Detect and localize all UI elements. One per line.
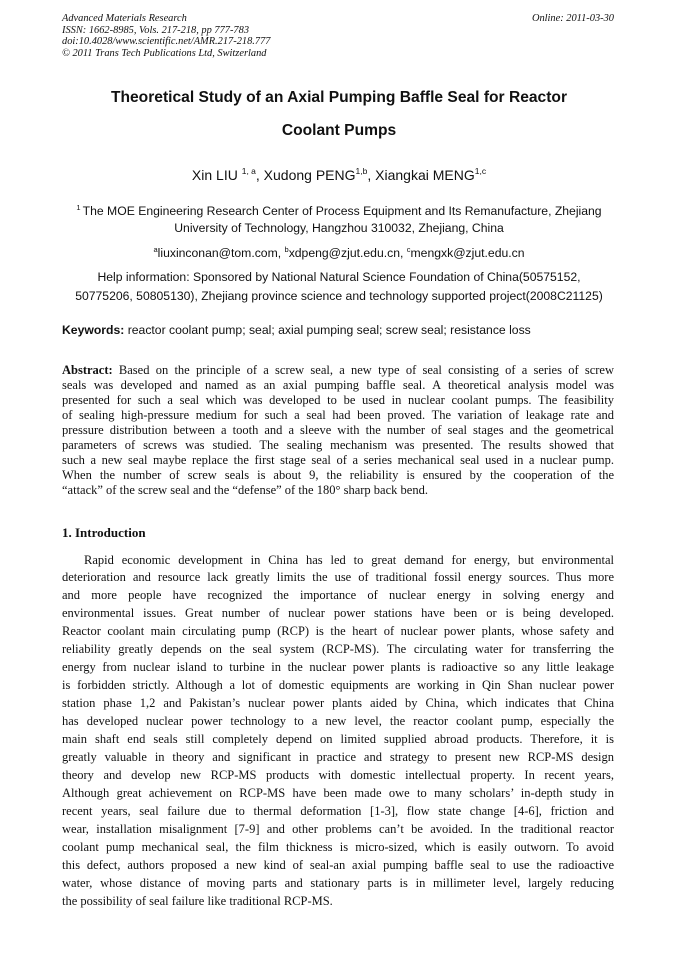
intro-line: water, whose distance of moving parts and stationary parts is in millimeter level, largely reducing [62, 876, 614, 890]
intro-line: greatly valuable in theory and significant in practice and strategy to present new RCP-MS design [62, 750, 614, 764]
online-date: Online: 2011-03-30 [531, 13, 614, 24]
intro-line: energy from nuclear island to turbine in the nuclear power plants is radioactive so any little leakage [62, 660, 614, 674]
paper-title-line-2: Coolant Pumps [281, 122, 397, 139]
abstract-line: presented for such a seal which was developed to be used in nuclear coolant pumps. The feasibility [62, 393, 614, 407]
intro-line: is forbidden strictly. Although a lot of domestic equipments are working in Qin Shan nuclear power [62, 678, 614, 692]
intro-line: environmental issues. Great number of nuclear power stations have been or is being developed. [62, 606, 614, 620]
intro-line: coolant pump mechanical seal, the film thickness is micro-sized, which is easily outworn. To avoid [62, 840, 614, 854]
intro-line: deterioration and resource lack greatly limits the use of traditional fossil energy sources. Thus more [62, 570, 614, 584]
keywords-label: Keywords: [62, 323, 125, 337]
email-b: xdpeng@zjut.edu.cn, [288, 246, 407, 260]
intro-line: theory and develop new RCP-MS products with domestic intellectual property. In recent years, [62, 768, 614, 782]
intro-line: and more people have recognized the importance of nuclear energy in solving energy and [62, 588, 614, 602]
abstract-label: Abstract: [62, 363, 113, 377]
intro-line: Reactor coolant main circulating pump (RCP) is the heart of nuclear power plants, whose safety and [62, 624, 614, 638]
author-superscript: 1,b [355, 166, 368, 176]
copyright-line: © 2011 Trans Tech Publications Ltd, Switzerland [62, 47, 267, 59]
abstract-line: parameters of screws was studied. The sealing mechanism was presented. The results showed that [62, 438, 614, 452]
author-superscript: 1, a [241, 166, 256, 176]
email-a: liuxinconan@tom.com, [157, 246, 285, 260]
keywords-text: reactor coolant pump; seal; axial pumping seal; screw seal; resistance loss [124, 323, 531, 337]
abstract-line: When the number of screw seals is about 9, the reliability is ensured by the cooperation of the [62, 468, 614, 482]
section-heading-introduction: 1. Introduction [62, 525, 146, 540]
author-name: , Xudong PENG [255, 167, 356, 183]
affiliation-superscript: 1 [76, 203, 83, 212]
abstract-line: Abstract: Based on the principle of a screw seal, a new type of seal consisting of a series of screw [62, 363, 614, 377]
intro-line: wear, installation misalignment [7-9] and other problems can’t be avoided. In the traditional reactor [62, 822, 614, 836]
author-superscript: 1,c [474, 166, 487, 176]
abstract-line: seals was developed and named as an axial pumping baffle seal. A theoretical analysis model was [62, 378, 614, 392]
intro-line: Although great achievement on RCP-MS have been made owe to many scholars’ in-depth study in [62, 786, 614, 800]
abstract-line: “attack” of the screw seal and the “defense” of the 180° sharp back bend. [62, 483, 428, 497]
intro-line: Rapid economic development in China has led to great demand for energy, but environmental [84, 553, 614, 567]
abstract-line: pressure distribution between a tooth and a sleeve with the number of seal stages and the geometrical [62, 423, 614, 437]
abstract-line: of sealing high-pressure medium for such a seal had been proved. The variation of leakage rate and [62, 408, 614, 422]
intro-line: main shaft end seals still completely depend on limited supplied abroad products. Therefore, it is [62, 732, 614, 746]
abstract-line: such a new seal maybe replace the first stage seal of a series mechanical seal used in a nuclear pump. [62, 453, 614, 467]
help-info-line-1: Help information: Sponsored by National Natural Science Foundation of China(50575152, [97, 270, 581, 284]
intro-line: this defect, authors proposed a new kind of seal-an axial pumping baffle seal to use the radioactive [62, 858, 614, 872]
journal-name: Advanced Materials Research [62, 13, 187, 24]
issn-line: ISSN: 1662-8985, Vols. 217-218, pp 777-783 [62, 24, 250, 36]
author-name: Xin LIU [191, 167, 242, 183]
doi-line: doi:10.4028/www.scientific.net/AMR.217-218.777 [62, 36, 271, 48]
email-c: mengxk@zjut.edu.cn [410, 246, 525, 260]
intro-line: recent years, seal failure due to thermal deformation [1-3], flow state change [4-6], friction and [62, 804, 614, 818]
intro-line: station phase 1,2 and Pakistan’s nuclear power plants aided by China, which indicates that China [62, 696, 614, 710]
author-list [62, 166, 616, 183]
keywords [62, 323, 531, 337]
help-info-line-2: 50775206, 50805130), Zhejiang province science and technology supported project(2008C21125) [75, 289, 603, 303]
email-line: $^a$liuxinconan@tom.com, $^b$xdpeng@zjut.edu.cn, $^c$mengxk@zjut.edu.cn [153, 245, 525, 260]
publication-metadata [62, 13, 270, 59]
author-name: , Xiangkai MENG [367, 167, 475, 183]
intro-line: has developed nuclear power technology to a new level, the reactor coolant pump, especially the [62, 714, 614, 728]
paper-title-line-1: Theoretical Study of an Axial Pumping Baffle Seal for Reactor [110, 89, 568, 106]
affiliation-line-2: University of Technology, Hangzhou 310032, Zhejiang, China [174, 221, 504, 235]
intro-line: reliability greatly depends on the seal system (RCP-MS). The circulating water for transferring the [62, 642, 614, 656]
intro-line: the possibility of seal failure like traditional RCP-MS. [62, 894, 333, 908]
affiliation-line-1: $^1$ The MOE Engineering Research Center of Process Equipment and Its Remanufacture, Zhejiang [76, 203, 602, 218]
